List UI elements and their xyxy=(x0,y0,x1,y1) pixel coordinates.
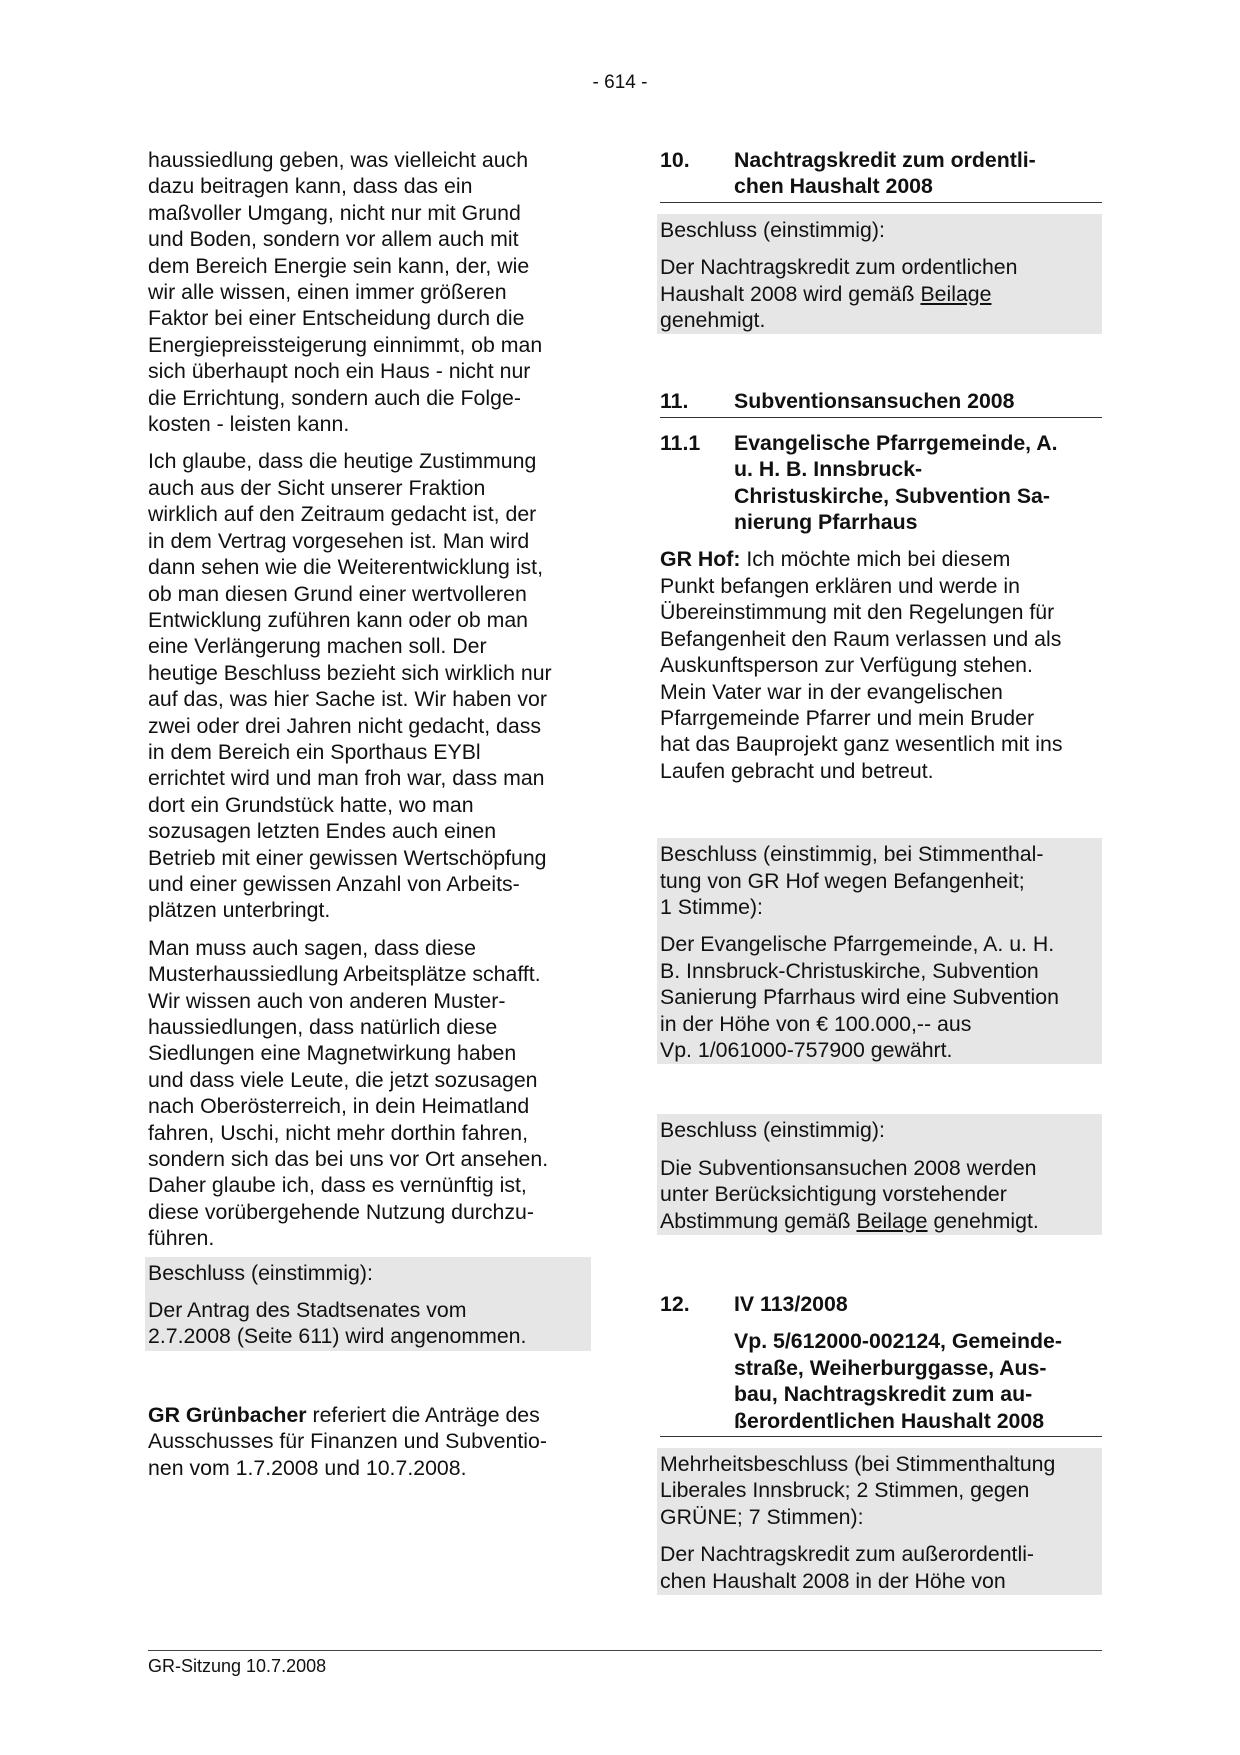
paragraph: haussiedlung geben, was vielleicht auch dazu beitragen kann, dass das ein maßvoller Umgang, nicht nur mit Grund und Boden, sondern vor allem auch mit dem Bereich Energie sein kann, der, wie wir alle wissen, einen immer größeren Faktor bei einer Entscheidung durch die Energiepreissteigerung einnimmt, ob man sich überhaupt noch ein Haus - nicht nur die Errichtung, sondern auch die Folge- kosten - leisten kann. xyxy=(148,148,543,437)
decision-box: Mehrheitsbeschluss (bei Stimmenthaltung Liberales Innsbruck; 2 Stimmen, gegen GRÜNE; 7 Stimmen): Der Nachtragskredit zum außerordentli- chen Haushalt 2008 in der Höhe von xyxy=(657,1448,1102,1595)
decision-label: Beschluss (einstimmig, bei Stimmenthal- xyxy=(660,842,1044,867)
decision-label: Beschluss (einstimmig): xyxy=(660,1118,885,1143)
decision-label: Beschluss (einstimmig): xyxy=(660,217,885,242)
section-12-subheading: Vp. 5/612000-002124, Gemeinde- straße, Weiherburggasse, Aus- bau, Nachtragskredit zum au- ßerordentlichen Haushalt 2008 xyxy=(660,1328,1102,1437)
left-column xyxy=(148,147,588,1492)
section-heading-11: 11. Subventionsansuchen 2008 xyxy=(660,388,1102,417)
decision-box: Beschluss (einstimmig): Der Antrag des Stadtsenates vom 2.7.2008 (Seite 611) wird angenommen. xyxy=(145,1257,591,1351)
section-heading-12: 12. IV 113/2008 xyxy=(660,1292,848,1316)
paragraph: Man muss auch sagen, dass diese Musterhaussiedlung Arbeitsplätze schafft. Wir wissen auch von anderen Muster- haussiedlungen, dass natürlich diese Siedlungen eine Magnetwirkung haben und dass viele Leute, die jetzt sozusagen nach Oberösterreich, in dein Heimatland fahren, Uschi, nicht mehr dorthin fahren, sondern sich das bei uns vor Ort ansehen. Daher glaube ich, dass es vernünftig ist, diese vorübergehende Nutzung durchzu- führen. xyxy=(148,935,549,1251)
section-heading-10: 10. Nachtragskredit zum ordentli- chen Haushalt 2008 xyxy=(660,147,1102,203)
speaker-paragraph: GR Grünbacher referiert die Anträge des Ausschusses für Finanzen und Subventio- nen vom 1.7.2008 und 10.7.2008. xyxy=(148,1402,547,1480)
paragraph: Ich glaube, dass die heutige Zustimmung auch aus der Sicht unserer Fraktion wirklich auf den Zeitraum gedacht ist, der in dem Vertrag vorgesehen ist. Man wird dann sehen wie die Weiterentwicklung ist, ob man diesen Grund einer wertvolleren Entwicklung zuführen kann oder ob man eine Verlängerung machen soll. Der heutige Beschluss bezieht sich wirklich nur auf das, was hier Sache ist. Wir haben vor zwei oder drei Jahren nicht gedacht, dass in dem Bereich ein Sporthaus EYBl errichtet wird und man froh war, dass man dort ein Grundstück hatte, wo man sozusagen letzten Endes auch einen Betrieb mit einer gewissen Wertschöpfung und einer gewissen Anzahl von Arbeits- plätzen unterbringt. xyxy=(148,449,552,923)
decision-box: Beschluss (einstimmig, bei Stimmenthal- tung von GR Hof wegen Befangenheit; 1 Stimme): Der Evangelische Pfarrgemeinde, A. u. H. B. Innsbruck-Christuskirche, Subvention Sanierung Pfarrhaus wird eine Subvention in der Höhe von € 100.000,-- aus Vp. 1/061000-757900 gewährt. xyxy=(657,838,1102,1064)
decision-box: Beschluss (einstimmig): Die Subventionsansuchen 2008 werden unter Berücksichtigung vorstehender Abstimmung gemäß Beilage genehmigt. xyxy=(657,1114,1102,1235)
footer: GR-Sitzung 10.7.2008 xyxy=(148,1656,327,1676)
right-column xyxy=(660,147,1102,1595)
decision-label: Beschluss (einstimmig): xyxy=(148,1260,373,1285)
decision-label: Mehrheitsbeschluss (bei Stimmenthaltung xyxy=(660,1452,1056,1477)
section-heading-11-1: 11.1 Evangelische Pfarrgemeinde, A. u. H. B. Innsbruck- Christuskirche, Subvention Sa- nierung Pfarrhaus xyxy=(660,430,1058,535)
footer-divider xyxy=(148,1650,1102,1651)
page-number: - 614 - xyxy=(592,72,648,93)
speaker-name: GR Grünbacher xyxy=(148,1402,307,1427)
decision-box: Beschluss (einstimmig): Der Nachtragskredit zum ordentlichen Haushalt 2008 wird gemäß Beilage genehmigt. xyxy=(657,214,1102,335)
speaker-name: GR Hof: xyxy=(660,547,741,572)
beilage-link[interactable]: Beilage xyxy=(920,281,992,306)
speaker-paragraph: GR Hof: Ich möchte mich bei diesem Punkt befangen erklären und werde in Übereinstimmung mit den Regelungen für Befangenheit den Raum verlassen und als Auskunftsperson zur Verfügung stehen. Mein Vater war in der evangelischen Pfarrgemeinde Pfarrer und mein Bruder hat das Bauprojekt ganz wesentlich mit ins Laufen gebracht und betreut. xyxy=(660,547,1063,783)
beilage-link[interactable]: Beilage xyxy=(856,1208,928,1233)
